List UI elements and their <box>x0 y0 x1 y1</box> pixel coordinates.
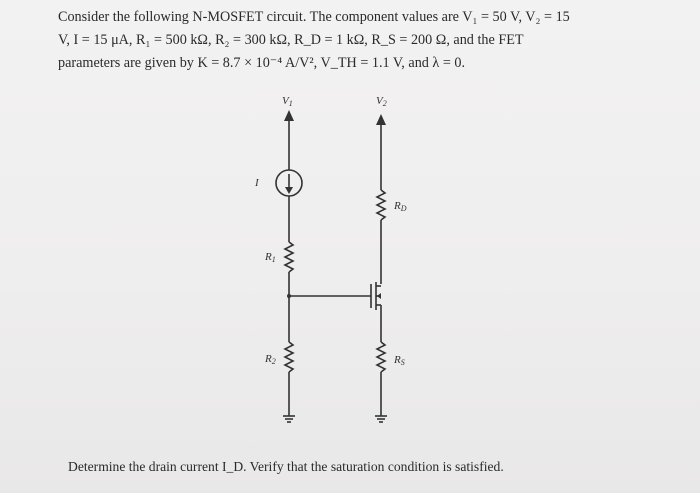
problem-line-1: Consider the following N-MOSFET circuit. The component values are V₁ = 50 V, V₂ = 15 <box>58 9 570 25</box>
v2-label: V2 <box>376 95 387 108</box>
v1-label: V1 <box>282 95 293 108</box>
rd-label: RD <box>394 200 407 213</box>
r1-resistor <box>285 242 293 272</box>
current-source-arrow-head <box>285 187 293 194</box>
r2-resistor <box>285 342 293 372</box>
problem-line-3: parameters are given by K = 8.7 × 10⁻⁴ A/V², V_TH = 1.1 V, and λ = 0. <box>58 55 466 71</box>
i-label: I <box>255 177 259 189</box>
v1-arrow <box>284 110 294 121</box>
mosfet-arrow <box>377 293 381 299</box>
rs-resistor <box>377 342 385 372</box>
question-text: Determine the drain current I_D. Verify that the saturation condition is satisfied. <box>68 459 504 474</box>
r2-label: R2 <box>265 353 276 366</box>
rs-label: RS <box>394 354 405 367</box>
problem-line-2: V, I = 15 μA, R₁ = 500 kΩ, R₂ = 300 kΩ, R_D = 1 kΩ, R_S = 200 Ω, and the FET <box>58 32 524 48</box>
rd-resistor <box>377 190 385 220</box>
r1-label: R1 <box>265 251 276 264</box>
gate-node-dot <box>287 294 291 298</box>
